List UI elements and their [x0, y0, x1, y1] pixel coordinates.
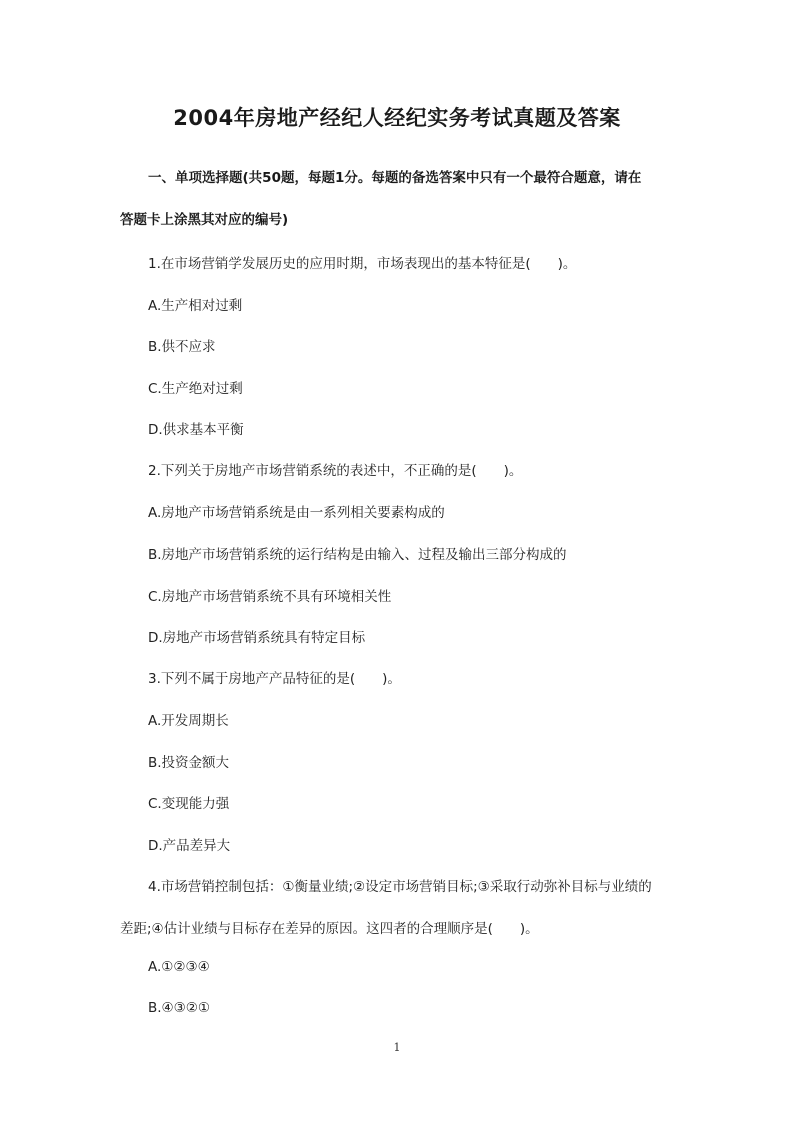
question-1-stem: 1.在市场营销学发展历史的应用时期，市场表现出的基本特征是( )。 [148, 256, 577, 272]
document-title: 2004年房地产经纪人经纪实务考试真题及答案 [173, 106, 621, 130]
question-2-option-c: C.房地产市场营销系统不具有环境相关性 [148, 589, 392, 605]
page-number: 1 [393, 1041, 401, 1054]
section-heading-line1: 一、单项选择题(共50题，每题1分。每题的备选答案中只有一个最符合题意，请在 [148, 170, 642, 186]
question-3-option-c: C.变现能力强 [148, 796, 230, 812]
section-heading [120, 157, 680, 241]
question-2-stem: 2.下列关于房地产市场营销系统的表述中，不正确的是( )。 [148, 463, 523, 479]
question-2-option-d: D.房地产市场营销系统具有特定目标 [148, 630, 366, 646]
question-4-stem-line2: 差距;④估计业绩与目标存在差异的原因。这四者的合理顺序是( )。 [120, 921, 539, 937]
question-4-stem-line1: 4.市场营销控制包括：①衡量业绩;②设定市场营销目标;③采取行动弥补目标与业绩的 [148, 879, 652, 895]
question-1-option-a: A.生产相对过剩 [148, 298, 243, 314]
question-3-option-b: B.投资金额大 [148, 755, 230, 771]
question-3-option-a: A.开发周期长 [148, 713, 229, 729]
question-3-stem: 3.下列不属于房地产产品特征的是( )。 [148, 671, 401, 687]
question-1-option-d: D.供求基本平衡 [148, 422, 244, 438]
question-2-option-b: B.房地产市场营销系统的运行结构是由输入、过程及输出三部分构成的 [148, 547, 567, 563]
question-2-option-a: A.房地产市场营销系统是由一系列相关要素构成的 [148, 505, 445, 521]
section-heading-line2: 答题卡上涂黑其对应的编号) [120, 212, 289, 228]
question-1-option-c: C.生产绝对过剩 [148, 381, 243, 397]
question-4-option-a: A.①②③④ [148, 959, 210, 975]
question-3-option-d: D.产品差异大 [148, 838, 231, 854]
question-1-option-b: B.供不应求 [148, 339, 216, 355]
question-4-option-b: B.④③②① [148, 1000, 210, 1016]
